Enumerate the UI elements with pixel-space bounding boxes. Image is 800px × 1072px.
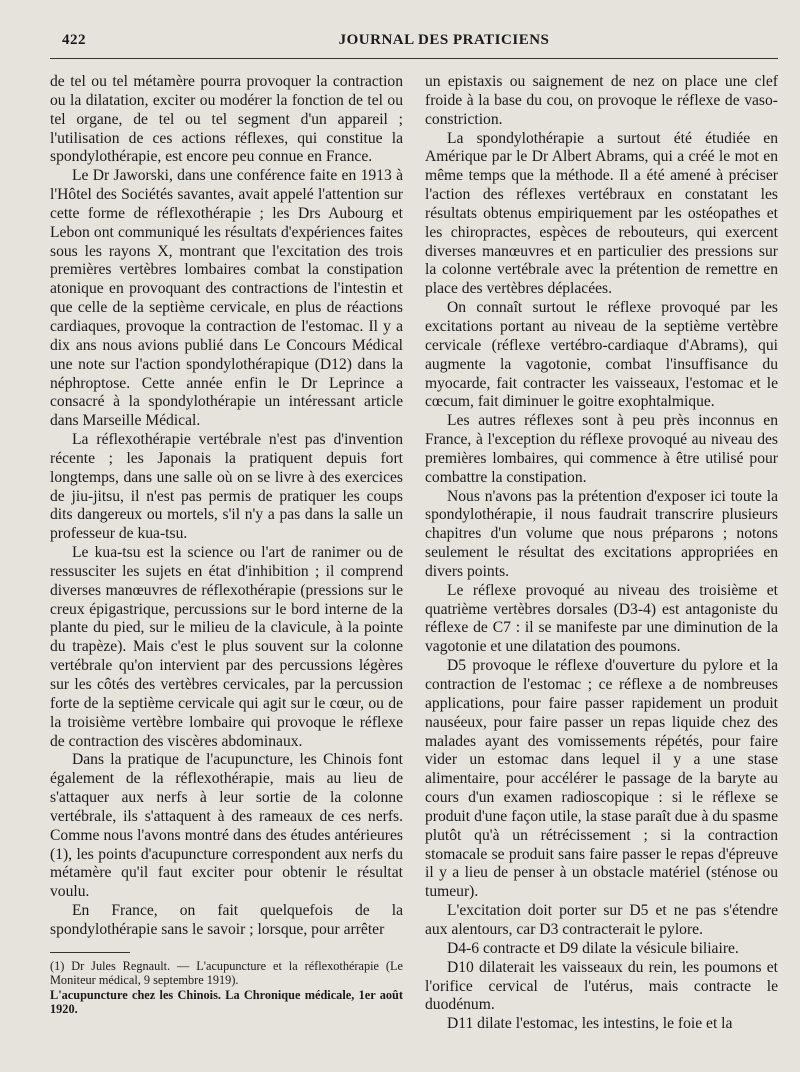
paragraph: Nous n'avons pas la prétention d'exposer ici toute la spondylothérapie, il nous faudrait transcrire plusieurs chapitres d'un volume que nous préparons ; notons seulement le résultat des excitations appropriées en divers points. — [425, 487, 778, 580]
paragraph: On connaît surtout le réflexe provoqué par les excitations portant au niveau de la septième vertèbre cervicale (réflexe vertébro-cardiaque d'Abrams), qui augmente la vagotonie, combat l'insuffisance du myocarde, fait contracter les vaisseaux, l'estomac et le cœcum, fait diminuer le goitre exophtalmique. — [425, 299, 778, 411]
paragraph: Le kua-tsu est la science ou l'art de ranimer ou de ressusciter les sujets en état d'inhibition ; il comprend diverses manœuvres de réflexothérapie (pressions sur le creux épigastrique, percussions sur le bord interne de la plante du pied, sur le milieu de la clavicule, à la pointe du trapèze). Mais c'est le plus souvent sur la colonne vertébrale qu'on intervient par des percussions légères sur les côtés des vertèbres cervicales, par la percussion forte de la septième cervicale qui agit sur le cœur, ou de la troisième vertèbre lombaire qui provoque le réflexe de contraction des viscères abdominaux. — [50, 544, 403, 750]
paragraph: D10 dilaterait les vaisseaux du rein, les poumons et l'orifice cervical de l'utérus, mais contracte le duodénum. — [425, 958, 778, 1014]
paragraph: L'excitation doit porter sur D5 et ne pas s'étendre aux alentours, car D3 contracterait le pylore. — [425, 902, 778, 938]
left-column — [50, 73, 403, 1034]
paragraph: D4-6 contracte et D9 dilate la vésicule biliaire. — [447, 939, 739, 957]
footnote — [50, 959, 403, 1017]
paragraph: La réflexothérapie vertébrale n'est pas d'invention récente ; les Japonais la pratiquent depuis fort longtemps, dans une salle où on se livre à des exercices de jiu-jitsu, il n'est pas permis de pratiquer les coups dits dangereux ou mortels, s'il n'y a pas dans la salle un professeur de kua-tsu. — [50, 431, 403, 543]
paragraph: un epistaxis ou saignement de nez on place une clef froide à la base du cou, on provoque le réflexe de vaso-constriction. — [425, 73, 778, 128]
paragraph: Le réflexe provoqué au niveau des troisième et quatrième vertèbres dorsales (D3-4) est antagoniste du réflexe de C7 : il se manifeste par une diminution de la vagotonie et une dilatation des poumons. — [425, 581, 778, 656]
footnote-rule — [50, 952, 130, 953]
footnote-line: L'acupuncture chez les Chinois. La Chronique médicale, 1er août 1920. — [50, 987, 403, 1017]
page-header — [50, 28, 778, 52]
footnote-line: (1) Dr Jules Regnault. — L'acupuncture et la réflexothérapie (Le Moniteur médical, 9 septembre 1919). — [50, 958, 403, 988]
journal-title: JOURNAL DES PRATICIENS — [338, 32, 550, 48]
paragraph: Dans la pratique de l'acupuncture, les Chinois font également de la réflexothérapie, mais au lieu de s'attaquer aux nerfs à leur sortie de la colonne vertébrale, ils s'attaquent à des rameaux de ces nerfs. Comme nous l'avons montré dans des études antérieures (1), les points d'acupuncture correspondent aux nerfs du métamère qu'il faut exciter pour obtenir le résultat voulu. — [50, 751, 403, 901]
header-rule — [50, 58, 778, 59]
paragraph: Les autres réflexes sont à peu près inconnus en France, à l'exception du réflexe provoqué au niveau des premières lombaires, qui commence à être utilisé pour combattre la constipation. — [425, 412, 778, 486]
paragraph: Le Dr Jaworski, dans une conférence faite en 1913 à l'Hôtel des Sociétés savantes, avait appelé l'attention sur cette forme de réflexothérapie ; les Drs Aubourg et Lebon ont communiqué les résultats d'expériences faites sous les rayons X, montrant que l'excitation des trois premières vertèbres lombaires combat la constipation atonique en provoquant des contractions de l'intestin et que celle de la septième cervicale, en plus de réactions cardiaques, provoque la contraction de l'estomac. Il y a dix ans nous avions publié dans Le Concours Médical une note sur l'action spondylothérapique (D12) dans la néphroptose. Cette année enfin le Dr Leprince a consacré à la spondylothérapie un intéressant article dans Marseille Médical. — [50, 167, 403, 430]
paragraph: D5 provoque le réflexe d'ouverture du pylore et la contraction de l'estomac ; ce réflexe a de nombreuses applications, pour faire passer rapidement un produit nauséeux, pour faire passer un repas liquide chez des malades ayant des vomissements répétés, pour faire vider un estomac dans lequel il y a une stase alimentaire, pour accélérer le passage de la baryte au cours d'un examen radioscopique : si le réflexe se produit d'une façon utile, la stase paraît due à du spasme plutôt qu'à un rétrécissement ; si la contraction stomacale se produit sans faire passer le repas d'épreuve il y a lieu de penser à un obstacle matériel (sténose ou tumeur). — [425, 657, 778, 901]
paragraph: En France, on fait quelquefois de la spondylothérapie sans le savoir ; lorsque, pour arrêter — [50, 902, 403, 938]
paragraph: D11 dilate l'estomac, les intestins, le foie et la — [447, 1015, 733, 1033]
right-column — [425, 73, 778, 1034]
text-columns — [50, 73, 778, 1034]
paragraph: La spondylothérapie a surtout été étudiée en Amérique par le Dr Albert Abrams, qui a créé le mot en même temps que la méthode. Il a été amené à préciser l'action des réflexes vertébraux en constatant les résultats obtenus empiriquement par les ostéopathes et les chiropractes, espèces de rebouteurs, qui exercent diverses manœuvres et en particulier des pressions sur la colonne vertébrale avec la prétention de remettre en place des vertèbres déplacées. — [425, 129, 778, 298]
paragraph: de tel ou tel métamère pourra provoquer la contraction ou la dilatation, exciter ou modérer la fonction de tel ou tel organe, de tel ou tel segment d'un appareil ; l'utilisation de ces actions réflexes, qui constitue la spondylothérapie, est encore peu connue en France. — [50, 73, 403, 166]
page-number: 422 — [62, 32, 86, 48]
